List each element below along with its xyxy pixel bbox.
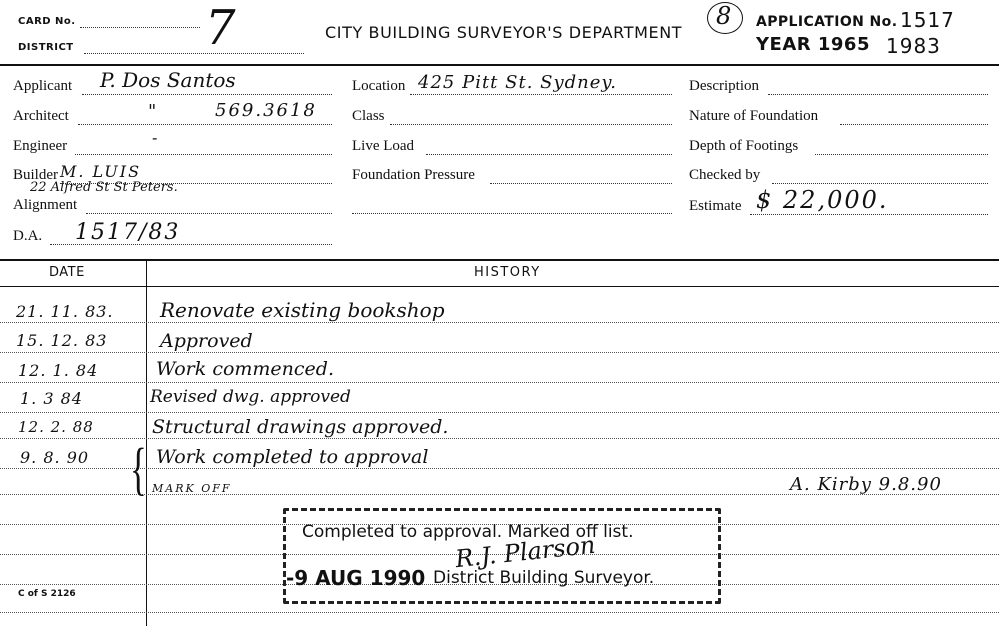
alignment-label: Alignment	[13, 197, 78, 213]
history-entry: MARK OFF	[152, 482, 232, 495]
stamp-line1: Completed to approval. Marked off list.	[302, 522, 634, 542]
history-date: 15. 12. 83	[16, 331, 108, 350]
department-title: CITY BUILDING SURVEYOR'S DEPARTMENT	[325, 23, 683, 42]
application-no-value: 1517	[900, 8, 955, 32]
architect-line	[78, 124, 332, 125]
history-date: 9. 8. 90	[20, 448, 90, 467]
history-top-rule	[0, 259, 999, 261]
live-load-label: Live Load	[352, 138, 415, 154]
history-row-line	[0, 322, 999, 323]
location-value: 425 Pitt St. Sydney.	[418, 72, 617, 93]
header-rule	[0, 64, 999, 66]
history-entry: Work commenced.	[156, 358, 334, 380]
class-label: Class	[352, 108, 385, 124]
history-brace: {	[130, 436, 147, 501]
depth-of-footings-label: Depth of Footings	[689, 138, 799, 154]
foundation-pressure-label: Foundation Pressure	[352, 167, 475, 183]
da-label: D.A.	[13, 228, 43, 244]
engineer-value: -	[152, 128, 158, 147]
date-header: DATE	[49, 265, 85, 280]
history-row-line	[0, 382, 999, 383]
card-no-value: 7	[205, 0, 236, 56]
class-line	[390, 124, 672, 125]
history-entry: Structural drawings approved.	[152, 416, 449, 438]
checked-by-line	[772, 183, 988, 184]
history-row-line	[0, 412, 999, 413]
history-date: 12. 1. 84	[18, 361, 99, 380]
history-entry: Work completed to approval	[156, 446, 429, 468]
applicant-value: P. Dos Santos	[100, 68, 236, 92]
history-date: 21. 11. 83.	[16, 302, 114, 321]
history-row-line	[0, 612, 999, 613]
year-label: YEAR 1965	[756, 34, 870, 55]
stamp-signature: R.J. Plarson	[453, 530, 597, 574]
district-line	[84, 53, 304, 54]
district-label: DISTRICT	[18, 42, 74, 53]
history-row-line	[0, 468, 999, 469]
history-signoff: A. Kirby 9.8.90	[790, 474, 942, 495]
card-no-line	[80, 27, 200, 28]
nature-of-foundation-label: Nature of Foundation	[689, 108, 819, 124]
stamp-date: -9 AUG 1990	[286, 566, 426, 590]
architect-value: "	[148, 101, 157, 122]
history-header: HISTORY	[474, 265, 541, 280]
applicant-label: Applicant	[13, 78, 73, 94]
stamp-title: District Building Surveyor.	[433, 568, 655, 588]
alignment-line	[86, 213, 332, 214]
architect-phone: 569.3618	[215, 100, 317, 121]
foundation-pressure-line	[490, 183, 672, 184]
description-line	[768, 94, 988, 95]
history-row-line	[0, 438, 999, 439]
card-no-label: CARD No.	[18, 16, 76, 27]
builder-value: M. LUIS	[60, 162, 142, 181]
estimate-line	[750, 214, 988, 215]
history-entry: Revised dwg. approved	[150, 387, 351, 407]
history-date: 12. 2. 88	[18, 418, 94, 436]
location-line	[410, 94, 672, 95]
da-value: 1517/83	[75, 220, 181, 245]
history-date: 1. 3 84	[20, 389, 83, 408]
builder-address: 22 Alfred St St Peters.	[30, 180, 178, 195]
history-entry: Approved	[160, 330, 253, 352]
form-code: C of S 2126	[18, 589, 76, 599]
year-value: 1983	[886, 34, 941, 58]
nature-of-foundation-line	[840, 124, 988, 125]
col2-blank-line	[352, 213, 672, 214]
location-label: Location	[352, 78, 406, 94]
application-no-label: APPLICATION No.	[756, 14, 898, 30]
checked-by-label: Checked by	[689, 167, 761, 183]
history-row-line	[0, 352, 999, 353]
estimate-value: $ 22,000.	[756, 186, 889, 214]
builder-label: Builder	[13, 167, 58, 183]
architect-label: Architect	[13, 108, 69, 124]
history-entry: Renovate existing bookshop	[160, 298, 445, 322]
applicant-line	[82, 94, 332, 95]
circled-number: 8	[716, 2, 732, 30]
history-header-rule	[0, 286, 999, 287]
live-load-line	[426, 154, 672, 155]
engineer-label: Engineer	[13, 138, 68, 154]
engineer-line	[75, 154, 332, 155]
estimate-label: Estimate	[689, 198, 742, 214]
depth-of-footings-line	[815, 154, 988, 155]
description-label: Description	[689, 78, 759, 94]
